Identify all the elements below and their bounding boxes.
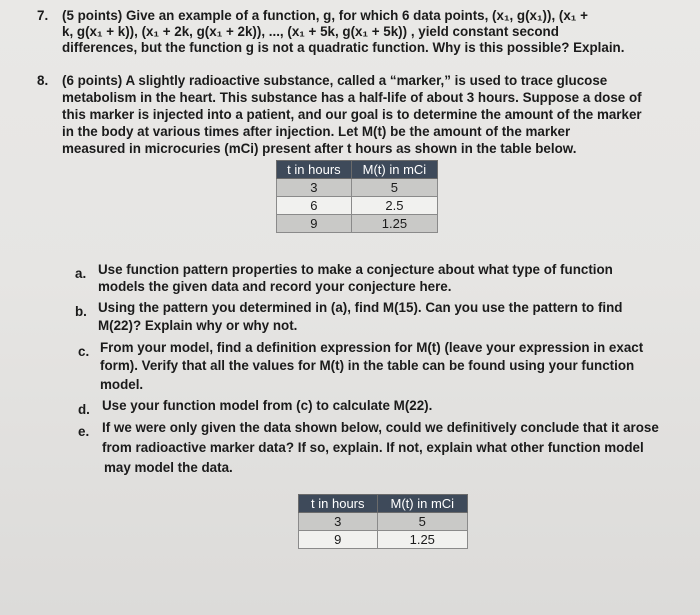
question-8-line-4: in the body at various times after injection. Let M(t) be the amount of the marker bbox=[62, 124, 571, 139]
part-e-line-3: may model the data. bbox=[104, 460, 233, 475]
question-8-line-2: metabolism in the heart. This substance has a half-life of about 3 hours. Suppose a dose of bbox=[62, 90, 642, 105]
part-c-line-2: form). Verify that all the values for M(t) in the table can be found using your function bbox=[100, 358, 635, 373]
table-header-row bbox=[277, 161, 438, 179]
question-8-line-1: (6 points) A slightly radioactive substance, called a “marker,” is used to trace glucose bbox=[62, 73, 608, 88]
question-8-number: 8. bbox=[37, 73, 49, 88]
given-data-table bbox=[298, 494, 468, 549]
table-row bbox=[277, 179, 438, 197]
marker-data-table bbox=[276, 160, 438, 233]
table-header-t: t in hours bbox=[277, 161, 352, 179]
table-row bbox=[277, 215, 438, 233]
table-cell: 5 bbox=[351, 179, 437, 197]
question-8-line-5: measured in microcuries (mCi) present after t hours as shown in the table below. bbox=[62, 141, 577, 156]
part-a-line-2: models the given data and record your conjecture here. bbox=[98, 279, 452, 294]
part-b-line-2: M(22)? Explain why or why not. bbox=[98, 318, 298, 333]
part-b-line-1: Using the pattern you determined in (a), find M(15). Can you use the pattern to find bbox=[98, 300, 623, 315]
part-d-label: d. bbox=[78, 402, 90, 417]
table-row bbox=[299, 531, 468, 549]
table-header-m: M(t) in mCi bbox=[377, 495, 467, 513]
table-header-t: t in hours bbox=[299, 495, 378, 513]
table-cell: 2.5 bbox=[351, 197, 437, 215]
question-7-line-1: (5 points) Give an example of a function, g, for which 6 data points, (x₁, g(x₁)), (x₁ + bbox=[62, 8, 588, 23]
table-cell: 6 bbox=[277, 197, 352, 215]
table-cell: 1.25 bbox=[351, 215, 437, 233]
table-cell: 9 bbox=[277, 215, 352, 233]
part-a-line-1: Use function pattern properties to make a conjecture about what type of function bbox=[98, 262, 613, 277]
part-c-line-1: From your model, find a definition expression for M(t) (leave your expression in exact bbox=[100, 340, 644, 355]
table-cell: 5 bbox=[377, 513, 467, 531]
table-cell: 3 bbox=[277, 179, 352, 197]
part-e-line-2: from radioactive marker data? If so, explain. If not, explain what other function model bbox=[102, 440, 644, 455]
part-d-line-1: Use your function model from (c) to calculate M(22). bbox=[102, 398, 433, 413]
part-e-label: e. bbox=[78, 424, 90, 439]
table-cell: 9 bbox=[299, 531, 378, 549]
table-header-row bbox=[299, 495, 468, 513]
part-c-label: c. bbox=[78, 344, 90, 359]
table-row bbox=[277, 197, 438, 215]
part-b-label: b. bbox=[75, 304, 87, 319]
part-c-line-3: model. bbox=[100, 377, 144, 392]
table-row bbox=[299, 513, 468, 531]
question-7-number: 7. bbox=[37, 8, 49, 23]
table-cell: 3 bbox=[299, 513, 378, 531]
part-a-label: a. bbox=[75, 266, 87, 281]
table-header-m: M(t) in mCi bbox=[351, 161, 437, 179]
question-7-line-3: differences, but the function g is not a quadratic function. Why is this possible? Explain. bbox=[62, 40, 625, 55]
question-7-line-2: k, g(x₁ + k)), (x₁ + 2k, g(x₁ + 2k)), ..., (x₁ + 5k, g(x₁ + 5k)) , yield constant second bbox=[62, 24, 559, 39]
question-8-line-3: this marker is injected into a patient, and our goal is to determine the amount of the marker bbox=[62, 107, 642, 122]
part-e-line-1: If we were only given the data shown below, could we definitively conclude that it arose bbox=[102, 420, 659, 435]
table-cell: 1.25 bbox=[377, 531, 467, 549]
